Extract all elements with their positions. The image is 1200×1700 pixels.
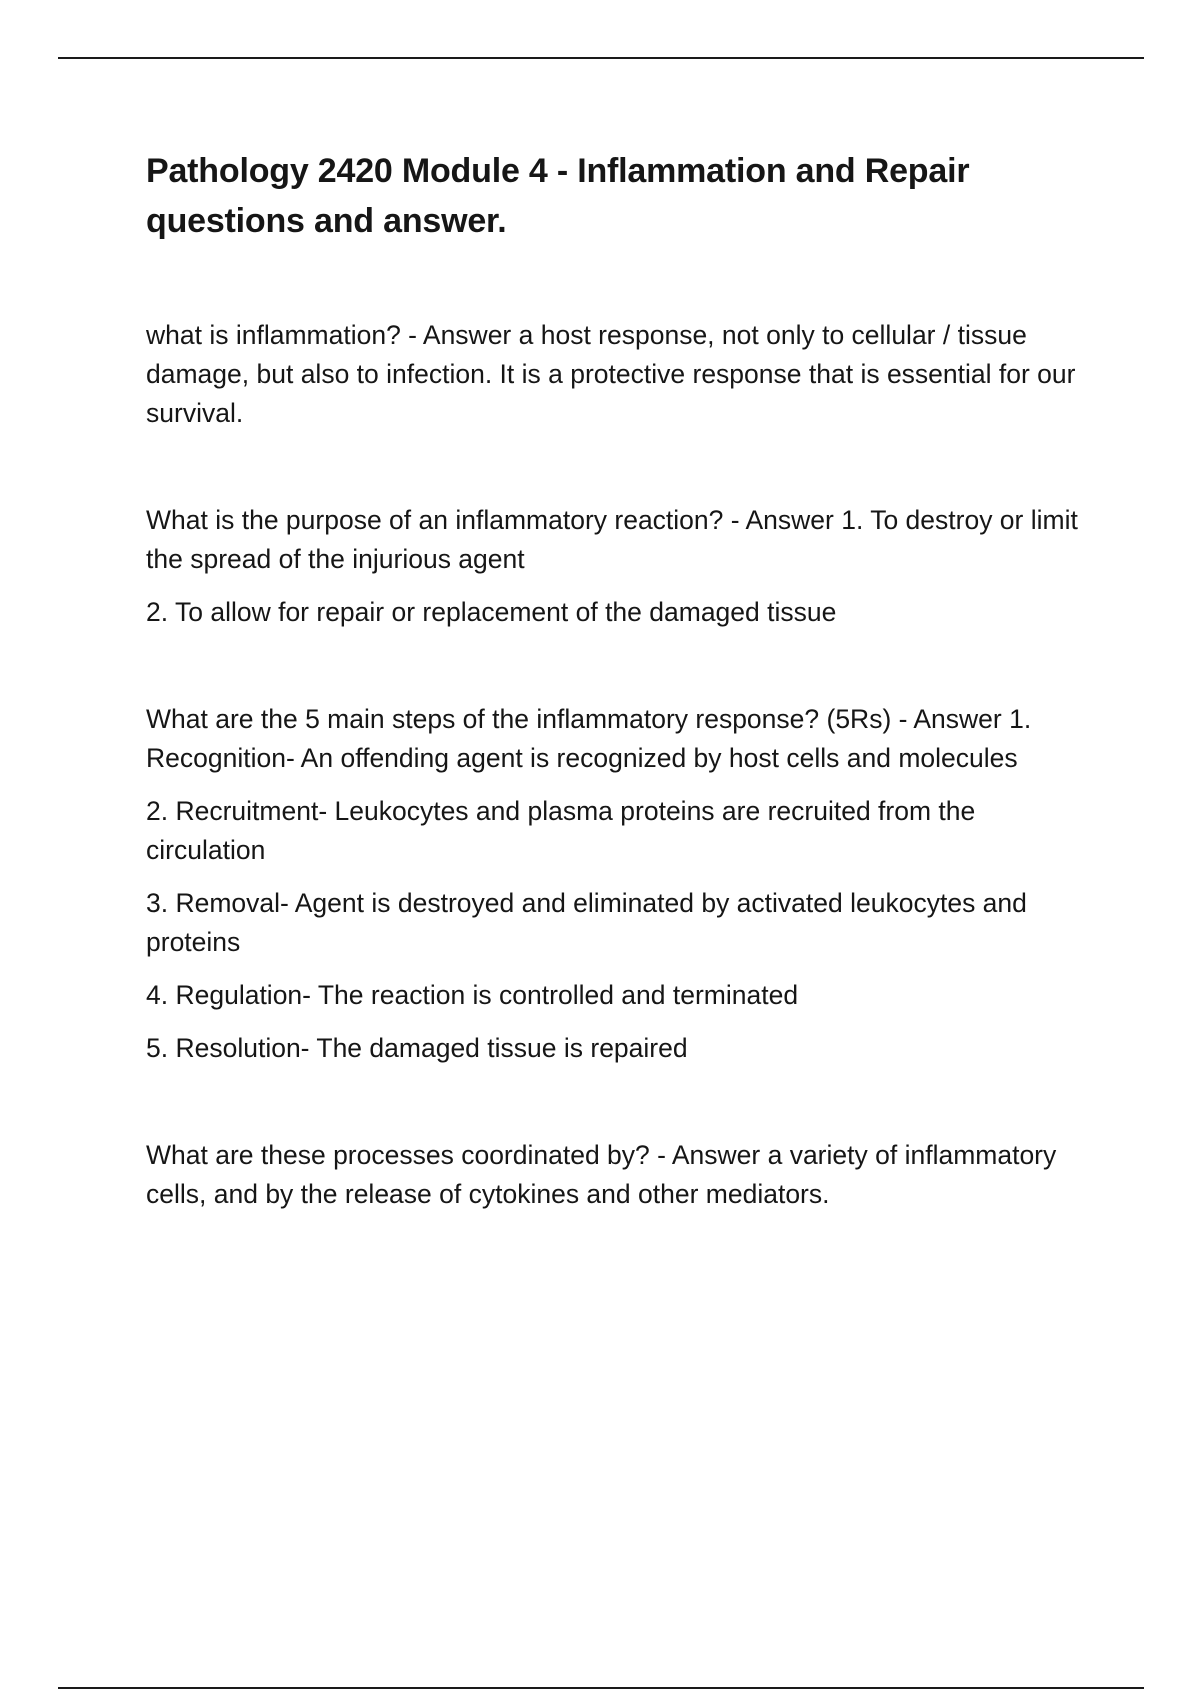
qa-paragraph: 2. Recruitment- Leukocytes and plasma proteins are recruited from the circulation bbox=[146, 796, 976, 865]
qa-item-1 bbox=[146, 316, 1096, 433]
qa-list bbox=[146, 316, 1096, 1214]
qa-paragraph: 2. To allow for repair or replacement of the damaged tissue bbox=[146, 597, 837, 627]
qa-item-3 bbox=[146, 700, 1096, 1068]
qa-item-4 bbox=[146, 1136, 1096, 1214]
qa-paragraph: What is the purpose of an inflammatory reaction? - Answer 1. To destroy or limit the spread of the injurious agent bbox=[146, 505, 1078, 574]
bottom-rule bbox=[58, 1687, 1144, 1689]
qa-paragraph: what is inflammation? - Answer a host response, not only to cellular / tissue damage, but also to infection. It is a protective response that is essential for our survival. bbox=[146, 320, 1076, 428]
document-title: Pathology 2420 Module 4 - Inflammation and Repair questions and answer. bbox=[146, 152, 970, 240]
top-rule bbox=[58, 57, 1144, 59]
qa-paragraph: 3. Removal- Agent is destroyed and eliminated by activated leukocytes and proteins bbox=[146, 888, 1027, 957]
qa-paragraph: 5. Resolution- The damaged tissue is repaired bbox=[146, 1033, 688, 1063]
qa-paragraph: What are the 5 main steps of the inflammatory response? (5Rs) - Answer 1. Recognition- An offending agent is recognized by host cells and molecules bbox=[146, 704, 1032, 773]
document-body bbox=[146, 146, 1096, 1282]
qa-item-2 bbox=[146, 501, 1096, 632]
qa-paragraph: What are these processes coordinated by? - Answer a variety of inflammatory cells, and by the release of cytokines and other mediators. bbox=[146, 1140, 1057, 1209]
qa-paragraph: 4. Regulation- The reaction is controlled and terminated bbox=[146, 980, 799, 1010]
